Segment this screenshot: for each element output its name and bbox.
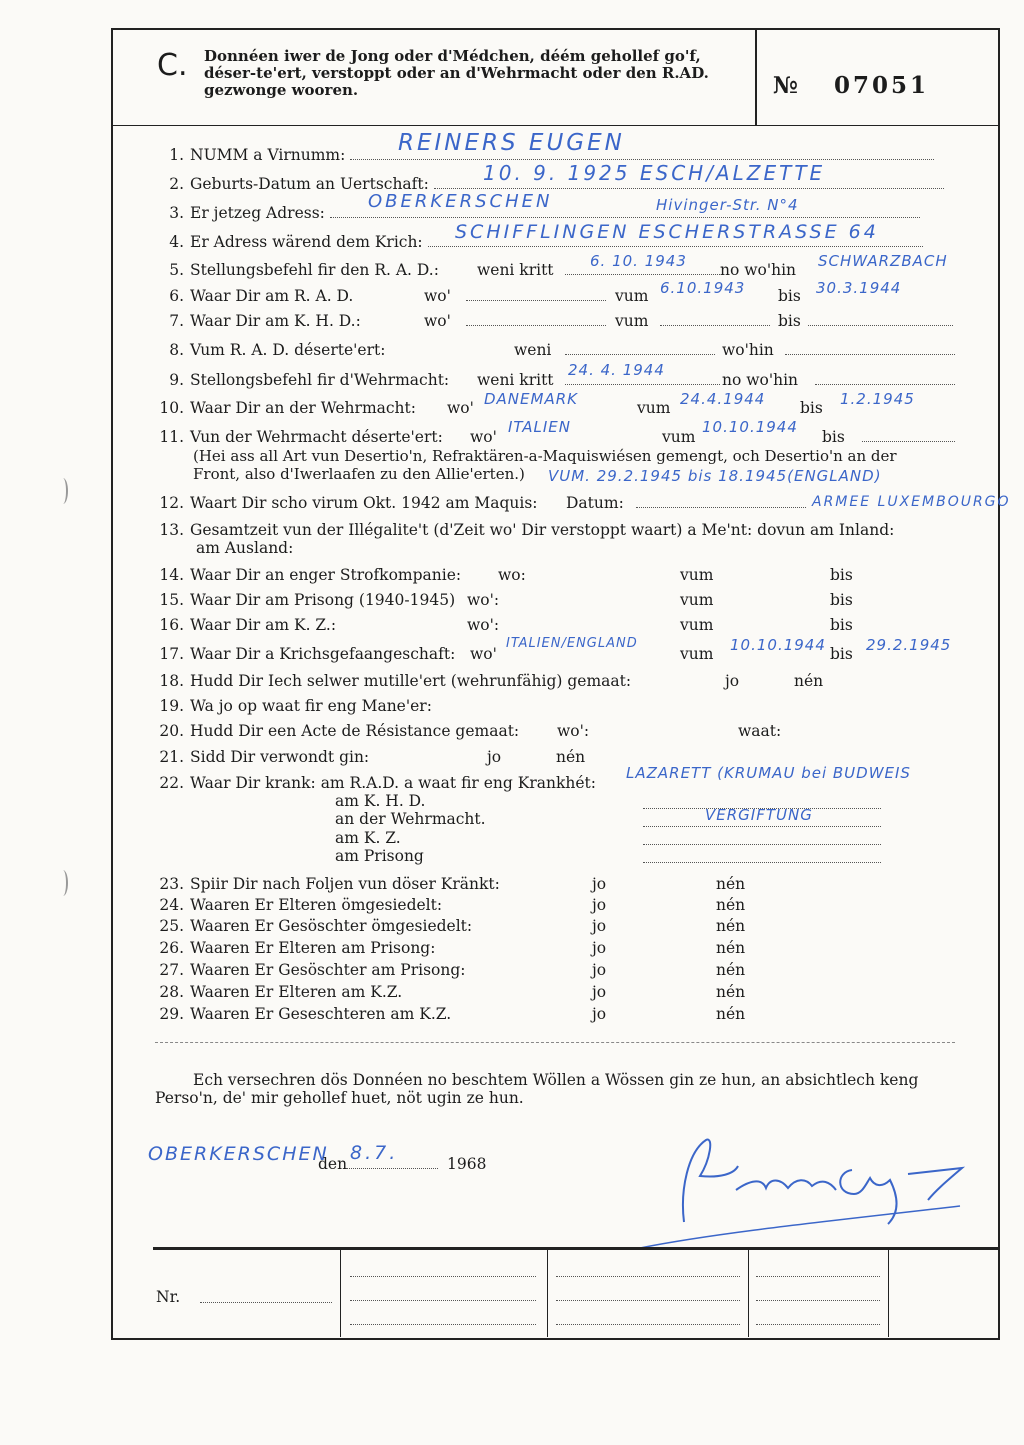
item-19 (148, 697, 432, 715)
label-bis: bis (800, 399, 823, 417)
label-weni: weni kritt (477, 371, 554, 389)
item-number: 22. (159, 774, 184, 792)
item-label: Waar Dir an enger Strofkompanie: (190, 566, 462, 584)
label-bis: bis (822, 428, 845, 446)
item-25 (148, 917, 472, 935)
option-jo[interactable]: jo (592, 983, 607, 1001)
item-label: Waart Dir scho virum Okt. 1942 am Maquis: (190, 494, 538, 512)
handwritten-wehrmacht-place: DANEMARK (484, 390, 578, 408)
desertion-note-1: (Hei ass all Art vun Desertio'n, Refraktären-a-Maquiswiésen gemengt, och Desertio'n an der (193, 447, 897, 465)
item-15 (148, 591, 455, 609)
handwritten-rad-to: 30.3.1944 (816, 279, 902, 297)
label-bis: bis (778, 287, 801, 305)
option-nen[interactable]: nén (716, 961, 746, 979)
item-number: 27. (159, 961, 184, 979)
label-wo: wo': (467, 616, 500, 634)
item-label: Er Adress wärend dem Krich: (190, 233, 423, 251)
desertion-note-2: Front, also d'Iwerlaafen zu den Allie'erten.) (193, 465, 525, 483)
item-number: 14. (159, 566, 184, 584)
header-divider (755, 30, 757, 125)
label-wohin: no wo'hin (720, 261, 797, 279)
option-jo[interactable]: jo (592, 939, 607, 957)
fill-line (756, 1300, 880, 1301)
punch-hole-mark (58, 870, 68, 896)
item-number: 25. (159, 917, 184, 935)
handwritten-desertion-note: VUM. 29.2.1945 bis 18.1945(ENGLAND) (548, 467, 882, 485)
option-jo[interactable]: jo (487, 748, 502, 766)
fill-line (756, 1324, 880, 1325)
item-7 (148, 312, 361, 330)
label-waat: waat: (738, 722, 782, 740)
item-label: Spiir Dir nach Foljen vun döser Kränkt: (190, 875, 500, 893)
item-number: 7. (169, 312, 184, 330)
item-5 (148, 261, 439, 279)
item-17 (148, 645, 455, 663)
item-label: NUMM a Virnumm: (190, 146, 346, 164)
item-24 (148, 896, 442, 914)
fill-line (565, 354, 715, 355)
item-10 (148, 399, 416, 417)
label-vum: vum (662, 428, 696, 446)
handwritten-wehrmacht-date: 24. 4. 1944 (568, 361, 665, 379)
option-nen[interactable]: nén (716, 896, 746, 914)
fill-line (643, 844, 881, 845)
item-16 (148, 616, 336, 634)
handwritten-illness-2: VERGIFTUNG (705, 806, 813, 824)
item-label: Hudd Dir Iech selwer mutille'ert (wehrunfähig) gemaat: (190, 672, 632, 690)
section-divider (155, 1042, 955, 1043)
item-6 (148, 287, 353, 305)
item-label: Waar Dir am K. H. D.: (190, 312, 361, 330)
number-sign: № (773, 72, 801, 99)
item-number: 17. (159, 645, 184, 663)
item-18 (148, 672, 631, 690)
item-number: 26. (159, 939, 184, 957)
fill-line (636, 507, 806, 508)
option-jo[interactable]: jo (592, 961, 607, 979)
label-bis: bis (830, 616, 853, 634)
sub-kz: am K. Z. (335, 829, 401, 847)
item-14 (148, 566, 461, 584)
item-label: Waaren Er Elteren am K.Z. (190, 983, 403, 1001)
option-nen[interactable]: nén (794, 672, 824, 690)
item-13 (148, 521, 894, 539)
item-number: 4. (169, 233, 184, 251)
item-number: 28. (159, 983, 184, 1001)
item-label: Vun der Wehrmacht déserte'ert: (190, 428, 443, 446)
item-20 (148, 722, 519, 740)
item-26 (148, 939, 435, 957)
label-vum: vum (637, 399, 671, 417)
handwritten-street: Hivinger-Str. N°4 (656, 196, 799, 214)
item-label: Stellungsbefehl fir den R. A. D.: (190, 261, 439, 279)
item-number: 29. (159, 1005, 184, 1023)
handwritten-pow-from: 10.10.1944 (730, 636, 826, 654)
signature-text: Reiners Eug (840, 1145, 940, 1164)
item-number: 1. (169, 146, 184, 164)
item-8 (148, 341, 385, 359)
item-number: 23. (159, 875, 184, 893)
handwritten-desertion-place: ITALIEN (508, 418, 571, 436)
fill-line (565, 384, 720, 385)
item-label: Stellongsbefehl fir d'Wehrmacht: (190, 371, 450, 389)
item-label: Waaren Er Gesöschter ömgesiedelt: (190, 917, 473, 935)
fill-line (350, 1324, 536, 1325)
label-wo: wo' (470, 645, 497, 663)
item-number: 5. (169, 261, 184, 279)
fill-line (200, 1302, 332, 1303)
label-wohin: no wo'hin (722, 371, 799, 389)
label-vum: vum (680, 616, 714, 634)
fill-line (556, 1324, 740, 1325)
sub-khd: am K. H. D. (335, 792, 426, 810)
handwritten-pow-to: 29.2.1945 (866, 636, 952, 654)
label-wo: wo' (424, 312, 451, 330)
label-vum: vum (680, 566, 714, 584)
fill-line (556, 1300, 740, 1301)
fill-line (815, 384, 955, 385)
item-number: 20. (159, 722, 184, 740)
year: 1968 (447, 1155, 487, 1173)
handwritten-rad-place: SCHWARZBACH (818, 252, 948, 270)
item-22 (148, 774, 596, 792)
option-nen[interactable]: nén (716, 917, 746, 935)
section-title: Donnéen iwer de Jong oder d'Médchen, déém gehollef go'f, déser-te'ert, verstoppt oder an d'Wehrmacht oder den R.AD. gezwonge wooren. (204, 47, 709, 99)
item-label: Waar Dir krank: am R.A.D. a waat fir eng Krankhét: (190, 774, 596, 792)
item-label: Waaren Er Geseschteren am K.Z. (190, 1005, 452, 1023)
fill-line (466, 300, 606, 301)
item-28 (148, 983, 402, 1001)
item-label: Waar Dir am K. Z.: (190, 616, 337, 634)
label-wo: wo': (557, 722, 590, 740)
signature-scribble (640, 1120, 980, 1250)
item-23 (148, 875, 500, 893)
item-number: 11. (159, 428, 184, 446)
option-nen[interactable]: nén (556, 748, 586, 766)
label-vum: vum (615, 312, 649, 330)
fill-line (350, 1300, 536, 1301)
item-number: 9. (169, 371, 184, 389)
fill-line (565, 274, 720, 275)
form-number (773, 72, 929, 99)
punch-hole-mark (58, 478, 68, 504)
item-label: Gesamtzeit vun der Illégalite't (d'Zeit wo' Dir verstoppt waart) a Me'nt: dovun am Inland: (190, 521, 895, 539)
item-number: 19. (159, 697, 184, 715)
item-label: Waaren Er Elteren ömgesiedelt: (190, 896, 443, 914)
label-wo: wo' (447, 399, 474, 417)
option-nen[interactable]: nén (716, 875, 746, 893)
item-label: Er jetzeg Adress: (190, 204, 325, 222)
label-vum: vum (680, 645, 714, 663)
item-number: 12. (159, 494, 184, 512)
footer-divider (340, 1249, 341, 1337)
option-nen[interactable]: nén (716, 939, 746, 957)
footer-nr-label: Nr. (156, 1288, 181, 1306)
handwritten-wehrmacht-to: 1.2.1945 (840, 390, 915, 408)
number-value: 07051 (834, 72, 930, 99)
handwritten-rad-from: 6.10.1943 (660, 279, 746, 297)
handwritten-wehrmacht-from: 24.4.1944 (680, 390, 766, 408)
handwritten-pow-place: ITALIEN/ENGLAND (506, 636, 638, 651)
header-rule (113, 125, 998, 126)
handwritten-desertion-from: 10.10.1944 (702, 418, 798, 436)
item-label: Waaren Er Elteren am Prisong: (190, 939, 436, 957)
handwritten-address: OBERKERSCHEN (368, 191, 553, 212)
item-number: 13. (159, 521, 184, 539)
label-bis: bis (778, 312, 801, 330)
fill-line (643, 826, 881, 827)
item-29 (148, 1005, 451, 1023)
handwritten-illness: LAZARETT (KRUMAU bei BUDWEIS (626, 764, 911, 782)
item-label: Hudd Dir een Acte de Résistance gemaat: (190, 722, 520, 740)
option-jo[interactable]: jo (592, 1005, 607, 1023)
signature (640, 1120, 980, 1254)
label-bis: bis (830, 591, 853, 609)
fill-line (556, 1276, 740, 1277)
handwritten-place: OBERKERSCHEN (148, 1143, 329, 1165)
handwritten-rad-date: 6. 10. 1943 (590, 252, 687, 270)
label-wohin: wo'hin (722, 341, 774, 359)
declaration-line-2: Perso'n, de' mir gehollef huet, nöt ugin ze hun. (155, 1089, 524, 1107)
option-nen[interactable]: nén (716, 983, 746, 1001)
item-label: Waar Dir am Prisong (1940-1945) (190, 591, 456, 609)
handwritten-war-address: SCHIFFLINGEN ESCHERSTRASSE 64 (455, 221, 879, 243)
item-number: 15. (159, 591, 184, 609)
fill-line (350, 1276, 536, 1277)
label-bis: bis (830, 566, 853, 584)
label-bis: bis (830, 645, 853, 663)
item-label: Waar Dir a Krichsgefaangeschaft: (190, 645, 456, 663)
label-wo: wo' (424, 287, 451, 305)
label-weni: weni (514, 341, 552, 359)
item-12 (148, 494, 538, 512)
item-number: 24. (159, 896, 184, 914)
option-jo[interactable]: jo (592, 875, 607, 893)
label-wo: wo' (470, 428, 497, 446)
handwritten-name: REINERS EUGEN (398, 130, 625, 156)
item-number: 2. (169, 175, 184, 193)
option-jo[interactable]: jo (592, 917, 607, 935)
label-vum: vum (615, 287, 649, 305)
item-number: 8. (169, 341, 184, 359)
item-27 (148, 961, 465, 979)
declaration-line-1: Ech versechren dös Donnéen no beschtem Wöllen a Wössen gin ze hun, an absichtlech keng (193, 1071, 919, 1089)
option-nen[interactable]: nén (716, 1005, 746, 1023)
handwritten-maquis: ARMEE LUXEMBOURGO (812, 494, 1011, 510)
label-ausland: am Ausland: (196, 539, 294, 557)
item-number: 3. (169, 204, 184, 222)
fill-line (660, 325, 770, 326)
handwritten-birth: 10. 9. 1925 ESCH/ALZETTE (483, 161, 826, 185)
fill-line (808, 325, 953, 326)
sub-prisong: am Prisong (335, 847, 424, 865)
fill-line (346, 1168, 438, 1169)
footer-divider (748, 1249, 749, 1337)
item-21 (148, 748, 369, 766)
section-letter: C. (157, 48, 188, 83)
item-11 (148, 428, 443, 446)
item-label: Waar Dir am R. A. D. (190, 287, 354, 305)
option-jo[interactable]: jo (592, 896, 607, 914)
item-label: Sidd Dir verwondt gin: (190, 748, 370, 766)
label-weni: weni kritt (477, 261, 554, 279)
item-number: 6. (169, 287, 184, 305)
label-vum: vum (680, 591, 714, 609)
fill-line (643, 862, 881, 863)
fill-line (785, 354, 955, 355)
label-datum: Datum: (566, 494, 624, 512)
item-number: 18. (159, 672, 184, 690)
footer-divider (547, 1249, 548, 1337)
label-den: den (318, 1155, 348, 1173)
item-9 (148, 371, 449, 389)
item-label: Wa jo op waat fir eng Mane'er: (190, 697, 432, 715)
label-wo: wo': (467, 591, 500, 609)
item-number: 21. (159, 748, 184, 766)
footer-rule (153, 1247, 998, 1250)
label-wo: wo: (498, 566, 526, 584)
sub-wehrmacht: an der Wehrmacht. (335, 810, 486, 828)
item-label: Waar Dir an der Wehrmacht: (190, 399, 416, 417)
fill-line (756, 1276, 880, 1277)
item-label: Waaren Er Gesöschter am Prisong: (190, 961, 466, 979)
item-label: Vum R. A. D. déserte'ert: (190, 341, 386, 359)
fill-line (466, 325, 606, 326)
item-number: 10. (159, 399, 184, 417)
handwritten-date: 8.7. (350, 1142, 399, 1164)
option-jo[interactable]: jo (725, 672, 740, 690)
fill-line (862, 441, 955, 442)
footer-divider (888, 1249, 889, 1337)
item-number: 16. (159, 616, 184, 634)
item-label: Geburts-Datum an Uertschaft: (190, 175, 429, 193)
